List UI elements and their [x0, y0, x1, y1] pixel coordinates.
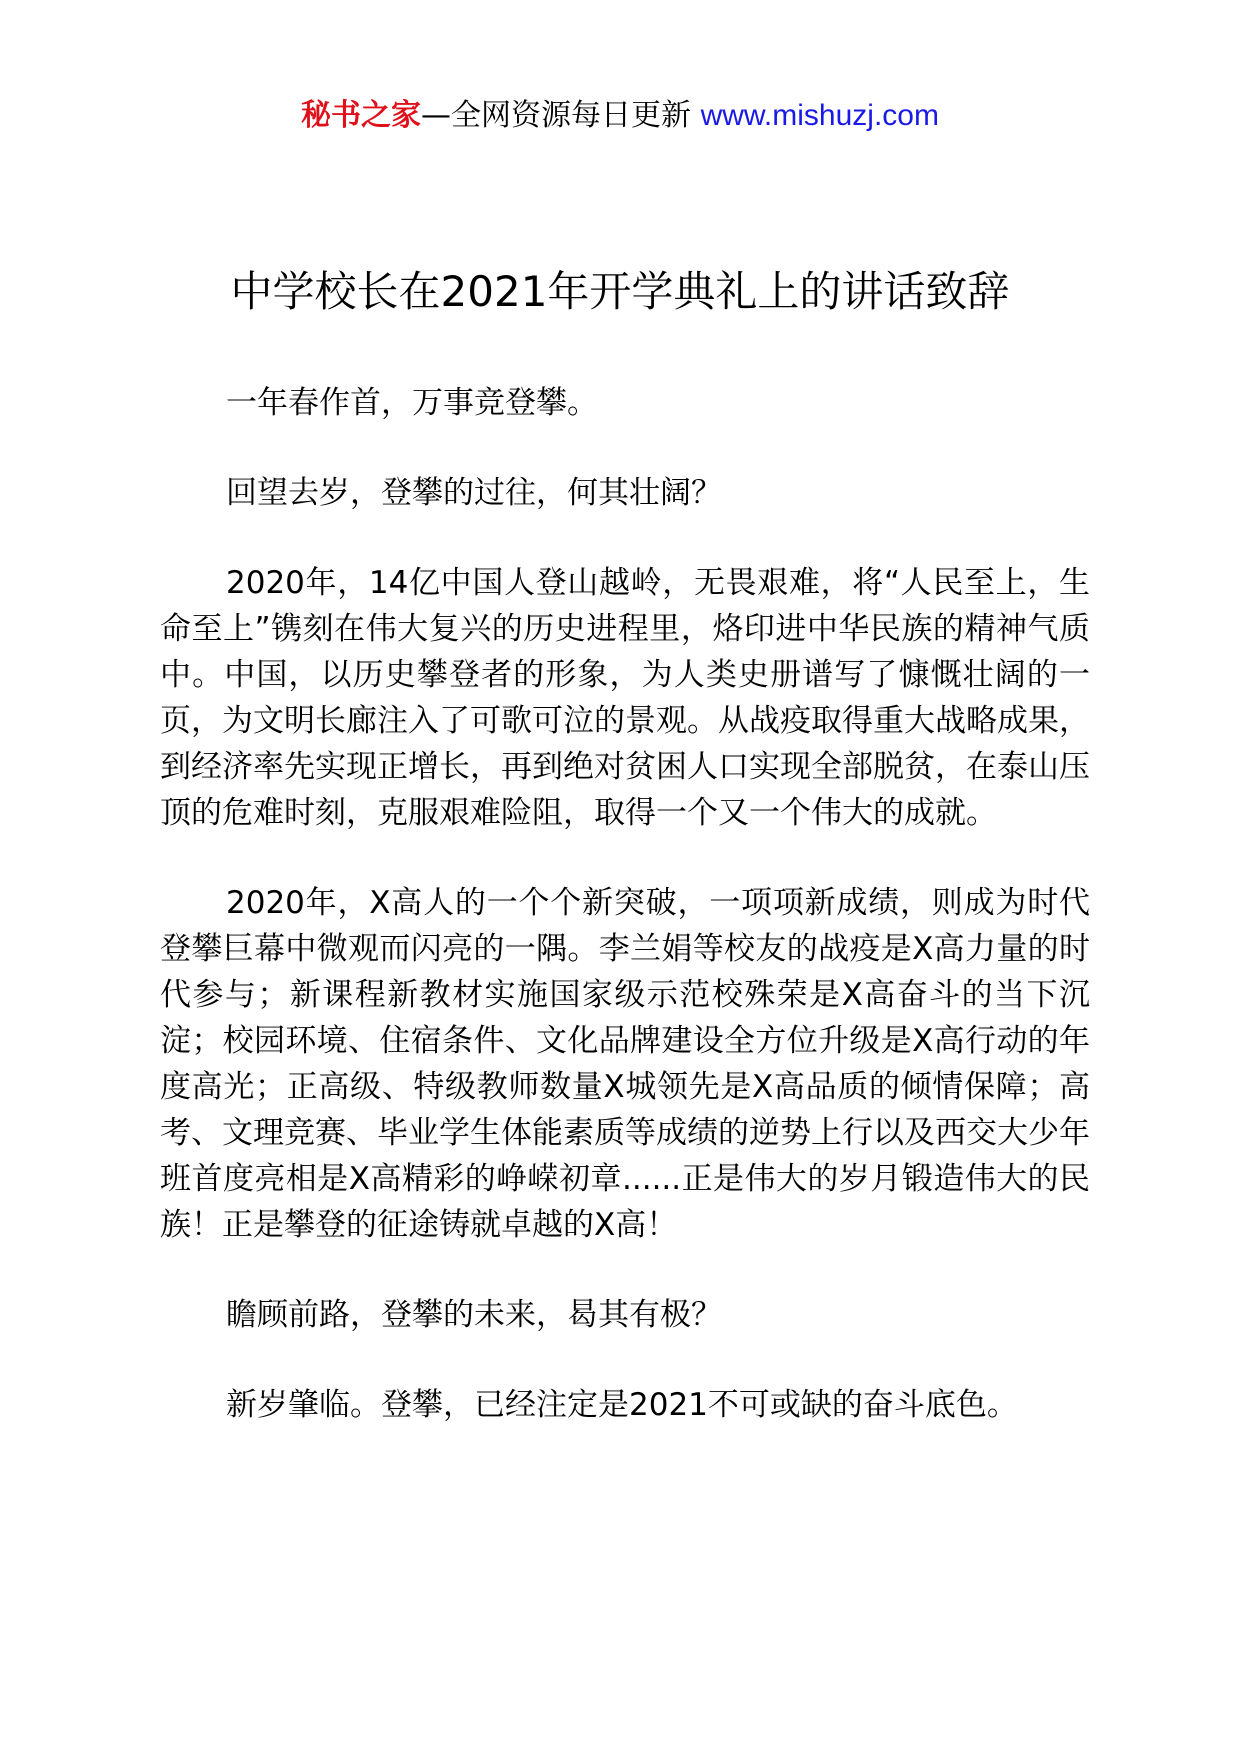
site-header: [0, 96, 1240, 136]
paragraph: 2020年，14亿中国人登山越岭，无畏艰难，将“人民至上，生命至上”镌刻在伟大复兴的历史进程里，烙印进中华民族的精神气质中。中国，以历史攀登者的形象，为人类史册谱写了慷慨壮阔的一页，为文明长廊注入了可歌可泣的景观。从战疫取得重大战略成果，到经济率先实现正增长，再到绝对贫困人口实现全部脱贫，在泰山压顶的危难时刻，克服艰难险阻，取得一个又一个伟大的成就。: [160, 565, 1090, 831]
paragraph: 回望去岁，登攀的过往，何其壮阔？: [226, 475, 722, 511]
document-title: 中学校长在2021年开学典礼上的讲话致辞: [230, 267, 1010, 316]
site-tagline: —全网资源每日更新: [421, 98, 692, 133]
paragraph: 新岁肇临。登攀，已经注定是2021不可或缺的奋斗底色。: [226, 1387, 1018, 1423]
document-body: [160, 380, 1090, 1472]
site-url-link[interactable]: www.mishuzj.com: [700, 99, 939, 132]
paragraph: 2020年，X高人的一个个新突破，一项项新成绩，则成为时代登攀巨幕中微观而闪亮的一隅。李兰娟等校友的战疫是X高力量的时代参与；新课程新教材实施国家级示范校殊荣是X高奋斗的当下沉淀；校园环境、住宿条件、文化品牌建设全方位升级是X高行动的年度高光；正高级、特级教师数量X城领先是X高品质的倾情保障；高考、文理竞赛、毕业学生体能素质等成绩的逆势上行以及西交大少年班首度亮相是X高精彩的峥嵘初章......正是伟大的岁月锻造伟大的民族！正是攀登的征途铸就卓越的X高！: [160, 885, 1090, 1243]
paragraph: 瞻顾前路，登攀的未来，曷其有极？: [226, 1297, 722, 1333]
paragraph: 一年春作首，万事竞登攀。: [226, 385, 598, 421]
site-brand: 秘书之家: [301, 98, 422, 133]
